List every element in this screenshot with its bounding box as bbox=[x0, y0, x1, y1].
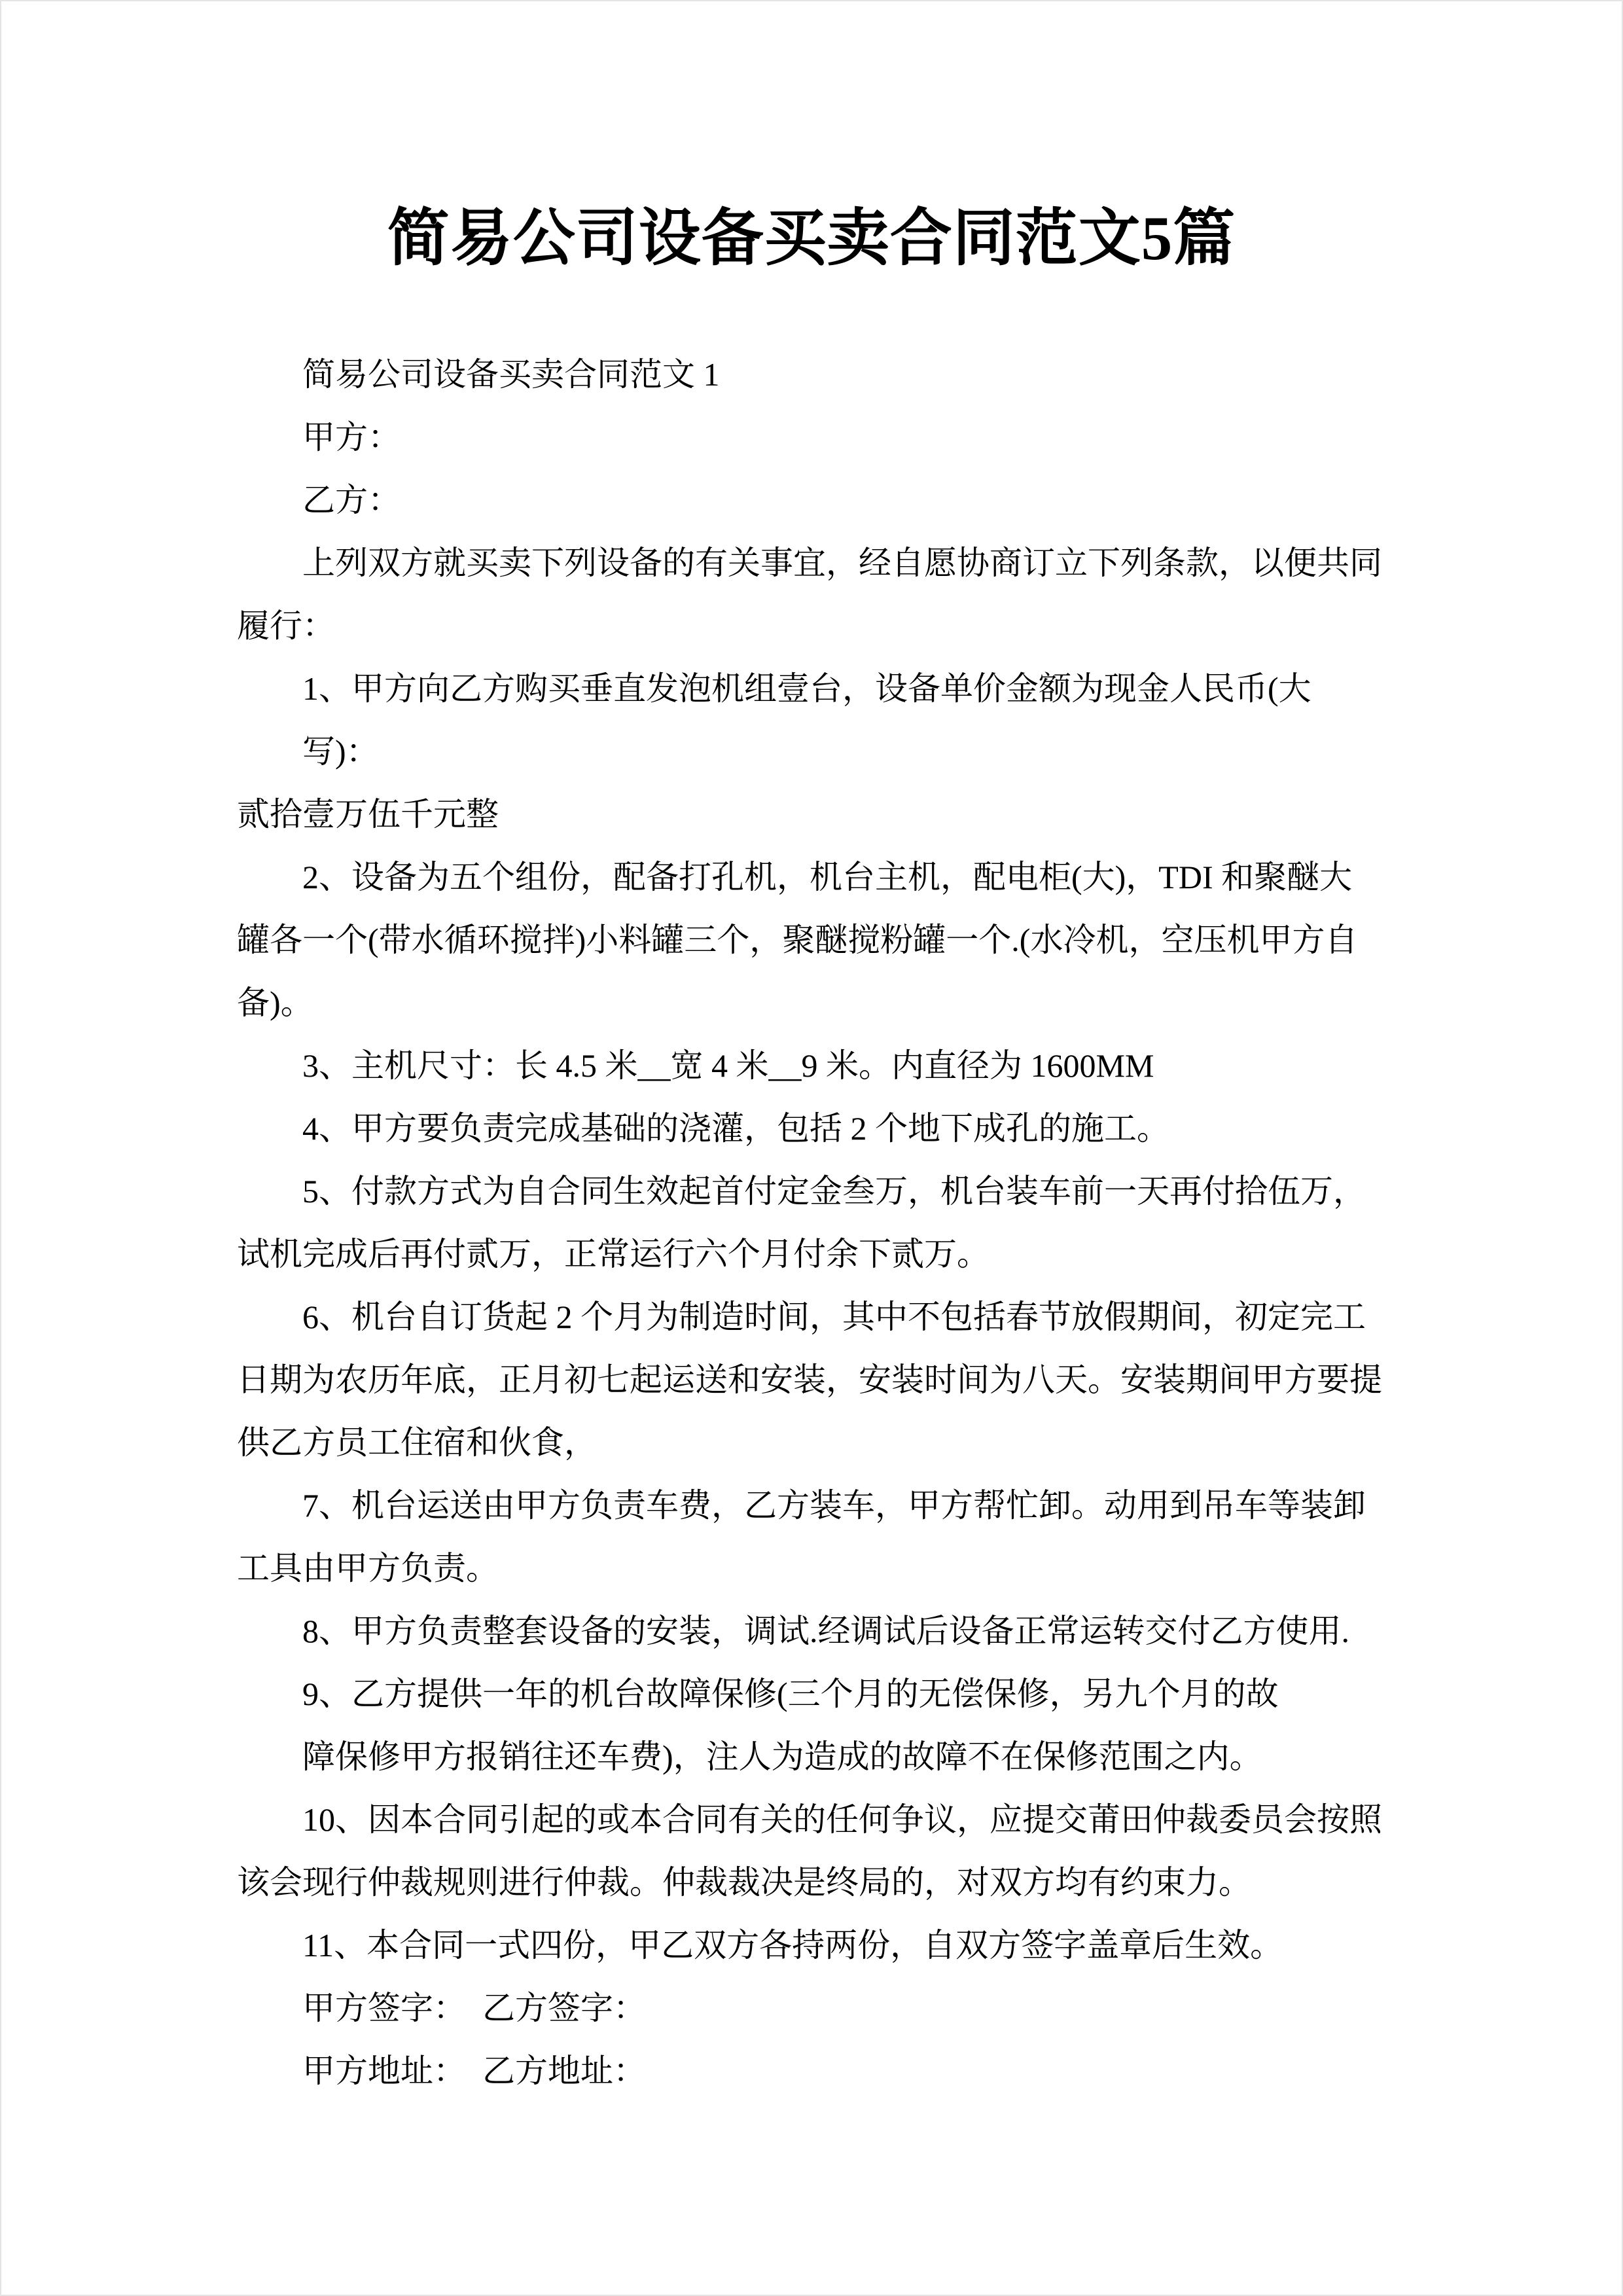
text-line: 甲方签字： 乙方签字： bbox=[302, 1990, 646, 2026]
text-line: 甲方： bbox=[302, 419, 401, 456]
text-line: 11、本合同一式四份，甲乙双方各持两份，自双方签字盖章后生效。 bbox=[302, 1927, 1283, 1964]
text-line: 6、机台自订货起 2 个月为制造时间，其中不包括春节放假期间，初定完工 bbox=[302, 1299, 1366, 1335]
text-line: 甲方地址： 乙方地址： bbox=[302, 2053, 646, 2089]
text-line: 障保修甲方报销往还车费)，注人为造成的故障不在保修范围之内。 bbox=[302, 1738, 1262, 1775]
document-title: 简易公司设备买卖合同范文5篇 bbox=[387, 204, 1236, 273]
text-line: 日期为农历年底，正月初七起运送和安装，安装时间为八天。安装期间甲方要提 bbox=[237, 1361, 1382, 1398]
text-line: 3、主机尺寸：长 4.5 米__宽 4 米__9 米。内直径为 1600MM bbox=[302, 1047, 1154, 1084]
text-line: 9、乙方提供一年的机台故障保修(三个月的无偿保修，另九个月的故 bbox=[302, 1676, 1279, 1712]
text-line: 8、甲方负责整套设备的安装，调试.经调试后设备正常运转交付乙方使用. bbox=[302, 1613, 1349, 1649]
document-body bbox=[237, 343, 1386, 2102]
text-line: 5、付款方式为自合同生效起首付定金叁万，机台装车前一天再付拾伍万， bbox=[302, 1173, 1366, 1210]
text-line: 该会现行仲裁规则进行仲裁。仲裁裁决是终局的，对双方均有约束力。 bbox=[237, 1864, 1251, 1901]
text-line: 履行： bbox=[237, 607, 335, 644]
text-line: 7、机台运送由甲方负责车费，乙方装车，甲方帮忙卸。动用到吊车等装卸 bbox=[302, 1487, 1366, 1524]
text-line: 10、因本合同引起的或本合同有关的任何争议，应提交莆田仲裁委员会按照 bbox=[302, 1801, 1382, 1838]
text-line: 罐各一个(带水循环搅拌)小料罐三个，聚醚搅粉罐一个.(水冷机，空压机甲方自 bbox=[237, 922, 1358, 958]
text-line: 乙方： bbox=[302, 482, 401, 518]
text-line: 试机完成后再付贰万，正常运行六个月付余下贰万。 bbox=[237, 1236, 990, 1272]
text-line: 供乙方员工住宿和伙食， bbox=[237, 1424, 597, 1461]
text-line: 贰拾壹万伍千元整 bbox=[237, 796, 499, 833]
text-line: 4、甲方要负责完成基础的浇灌，包括 2 个地下成孔的施工。 bbox=[302, 1110, 1169, 1147]
text-line: 简易公司设备买卖合同范文 1 bbox=[302, 356, 720, 393]
text-line: 备)。 bbox=[237, 984, 313, 1021]
text-line: 1、甲方向乙方购买垂直发泡机组壹台，设备单价金额为现金人民币(大写)： bbox=[302, 670, 1311, 770]
text-line: 上列双方就买卖下列设备的有关事宜，经自愿协商订立下列条款，以便共同 bbox=[302, 545, 1382, 581]
text-line: 2、设备为五个组份，配备打孔机，机台主机，配电柜(大)，TDI 和聚醚大 bbox=[302, 859, 1353, 895]
text-line: 工具由甲方负责。 bbox=[237, 1550, 499, 1587]
